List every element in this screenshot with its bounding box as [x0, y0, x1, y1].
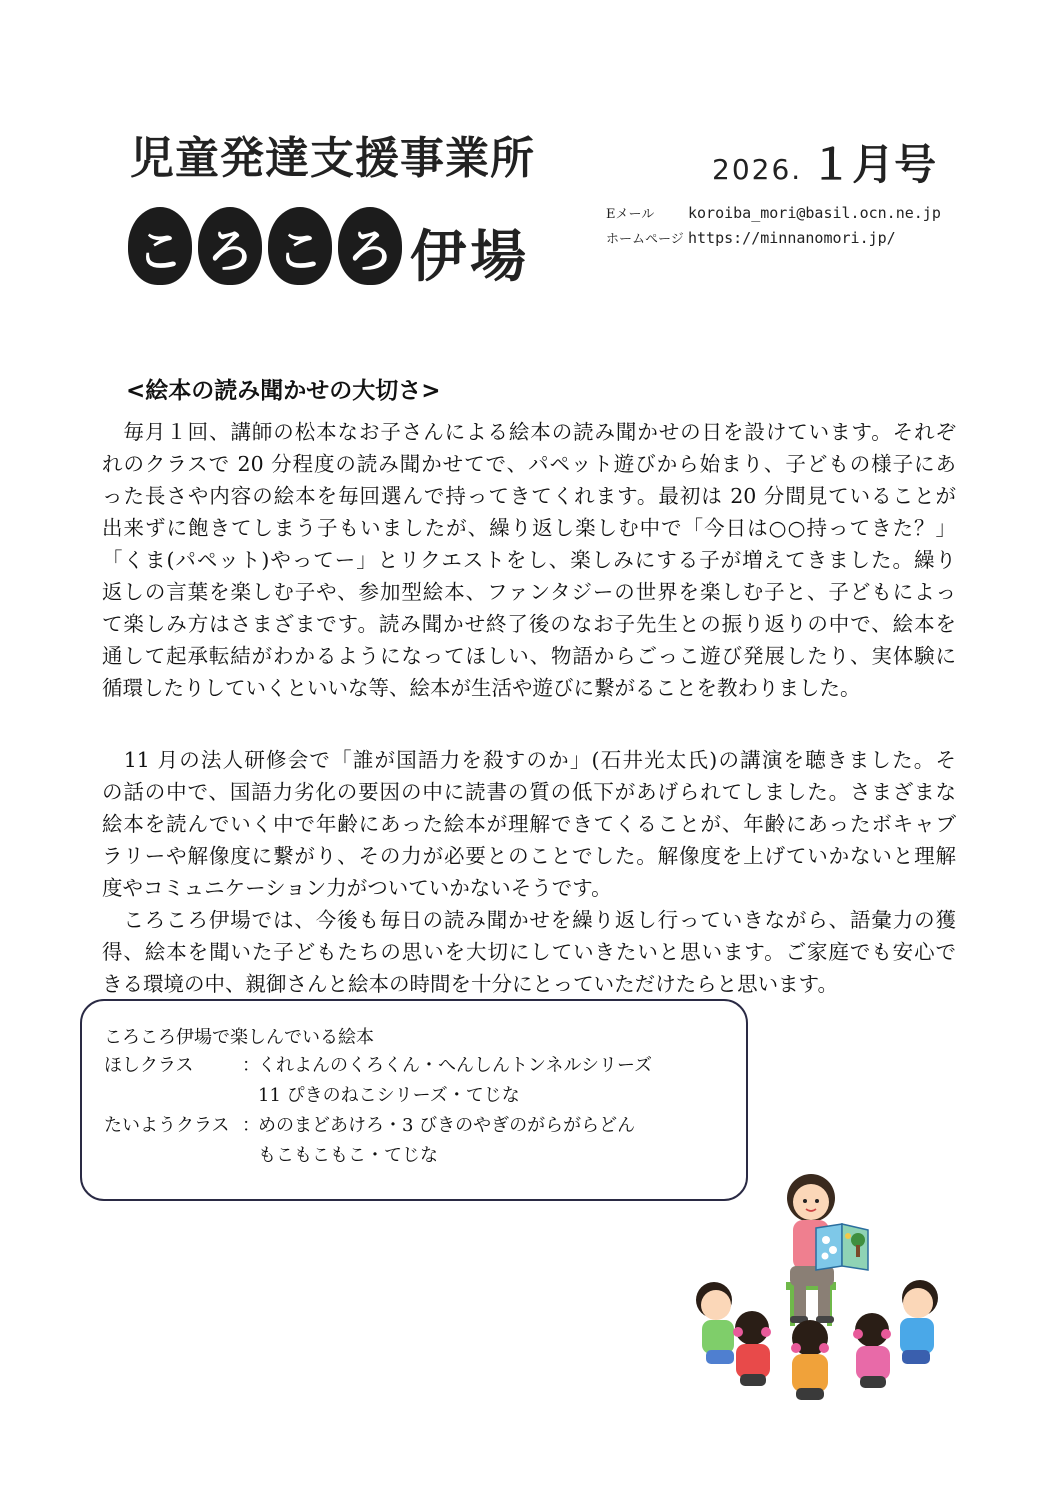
paragraph-line: 「くま(パペット)やってー」とリクエストをし、楽しみにする子が増えてきました。繰り — [102, 548, 956, 572]
child-icon — [853, 1313, 891, 1388]
paragraph-line: 返しの言葉を楽しむ子や、参加型絵本、ファンタジーの世界を楽しむ子と、子どもによっ — [102, 580, 956, 604]
paragraph-line: の話の中で、国語力劣化の要因の中に読書の質の低下があげられてしました。さまざまな — [102, 780, 956, 804]
paragraph-line: 毎月１回、講師の松本なお子さんによる絵本の読み聞かせの日を設けています。それぞ — [102, 420, 956, 444]
child-icon — [791, 1320, 829, 1400]
email-label: Eメール — [606, 207, 655, 222]
issue-date — [712, 132, 936, 192]
separator: ： — [242, 1115, 260, 1136]
paragraph-line: 得、絵本を聞いた子どもたちの思いを大切にしていきたいと思います。ご家庭でも安心で — [102, 940, 956, 964]
logo-glyph: こ — [128, 207, 192, 285]
paragraph-line: 通して起承転結がわかるようになってほしい、物語からごっこ遊び発展したり、実体験に — [102, 644, 956, 668]
logo-text: 伊場 — [410, 225, 530, 290]
book-titles: くれよんのくろくん・へんしんトンネルシリーズ — [258, 1055, 653, 1076]
article-heading: <絵本の読み聞かせの大切さ> — [126, 378, 441, 404]
paragraph-line: 絵本を読んでいく中で年齢にあった絵本が理解できてくることが、年齢にあったボキャブ — [102, 812, 956, 836]
paragraph-line: きる環境の中、親御さんと絵本の時間を十分にとっていただけたらと思います。 — [102, 972, 838, 996]
separator: ： — [242, 1055, 260, 1076]
logo-glyph: ろ — [338, 207, 402, 285]
paragraph-line: れのクラスで 20 分程度の読み聞かせてで、パペット遊びから始まり、子どもの様子にあ — [102, 452, 956, 476]
picture-book-icon — [816, 1224, 868, 1270]
book-list-box — [80, 999, 748, 1201]
contact-website — [606, 228, 896, 247]
logo — [128, 195, 548, 295]
paragraph-line: て楽しみ方はさまざまです。読み聞かせ終了後のなお子先生との振り返りの中で、絵本を — [102, 612, 956, 636]
paragraph-line: 度やコミュニケーション力がついていかないそうです。 — [102, 876, 612, 900]
issue-year: 2026. — [712, 153, 803, 186]
child-icon — [733, 1311, 771, 1386]
web-label: ホームページ — [606, 232, 684, 247]
organization-name: 児童発達支援事業所 — [130, 133, 535, 184]
child-icon — [900, 1280, 938, 1364]
paragraph-line: った長さや内容の絵本を毎回選んで持ってきてくれます。最初は 20 分間見ていることが — [102, 484, 956, 508]
book-titles: 11 ぴきのねこシリーズ・てじな — [258, 1085, 520, 1106]
website-url[interactable]: https://minnanomori.jp/ — [688, 229, 896, 247]
book-titles: めのまどあけろ・3 びきのやぎのがらがらどん — [258, 1115, 636, 1136]
paragraph-line: 11 月の法人研修会で「誰が国語力を殺すのか」(石井光太氏)の講演を聴きました。そ — [102, 748, 956, 772]
book-titles: もこもこもこ・てじな — [258, 1145, 438, 1166]
book-list-title: ころころ伊場で楽しんでいる絵本 — [104, 1027, 374, 1048]
issue-month: １月号 — [810, 140, 937, 189]
logo-glyph: こ — [268, 207, 332, 285]
email-address[interactable]: koroiba_mori@basil.ocn.ne.jp — [688, 204, 941, 222]
paragraph-line: ラリーや解像度に繋がり、その力が必要とのことでした。解像度を上げていかないと理解 — [102, 844, 956, 868]
logo-glyph: ろ — [198, 207, 262, 285]
class-name: ほしクラス — [104, 1055, 194, 1076]
storytime-illustration — [686, 1170, 948, 1430]
child-icon — [696, 1282, 734, 1364]
paragraph-line: ころころ伊場では、今後も毎日の読み聞かせを繰り返し行っていきながら、語彙力の獲 — [102, 908, 956, 932]
class-name: たいようクラス — [104, 1115, 230, 1136]
paragraph-line: 出来ずに飽きてしまう子もいましたが、繰り返し楽しむ中で「今日は○○持ってきた？」 — [102, 516, 956, 540]
paragraph-line: 循環したりしていくといいな等、絵本が生活や遊びに繋がることを教わりました。 — [102, 676, 861, 700]
contact-email — [606, 203, 941, 222]
